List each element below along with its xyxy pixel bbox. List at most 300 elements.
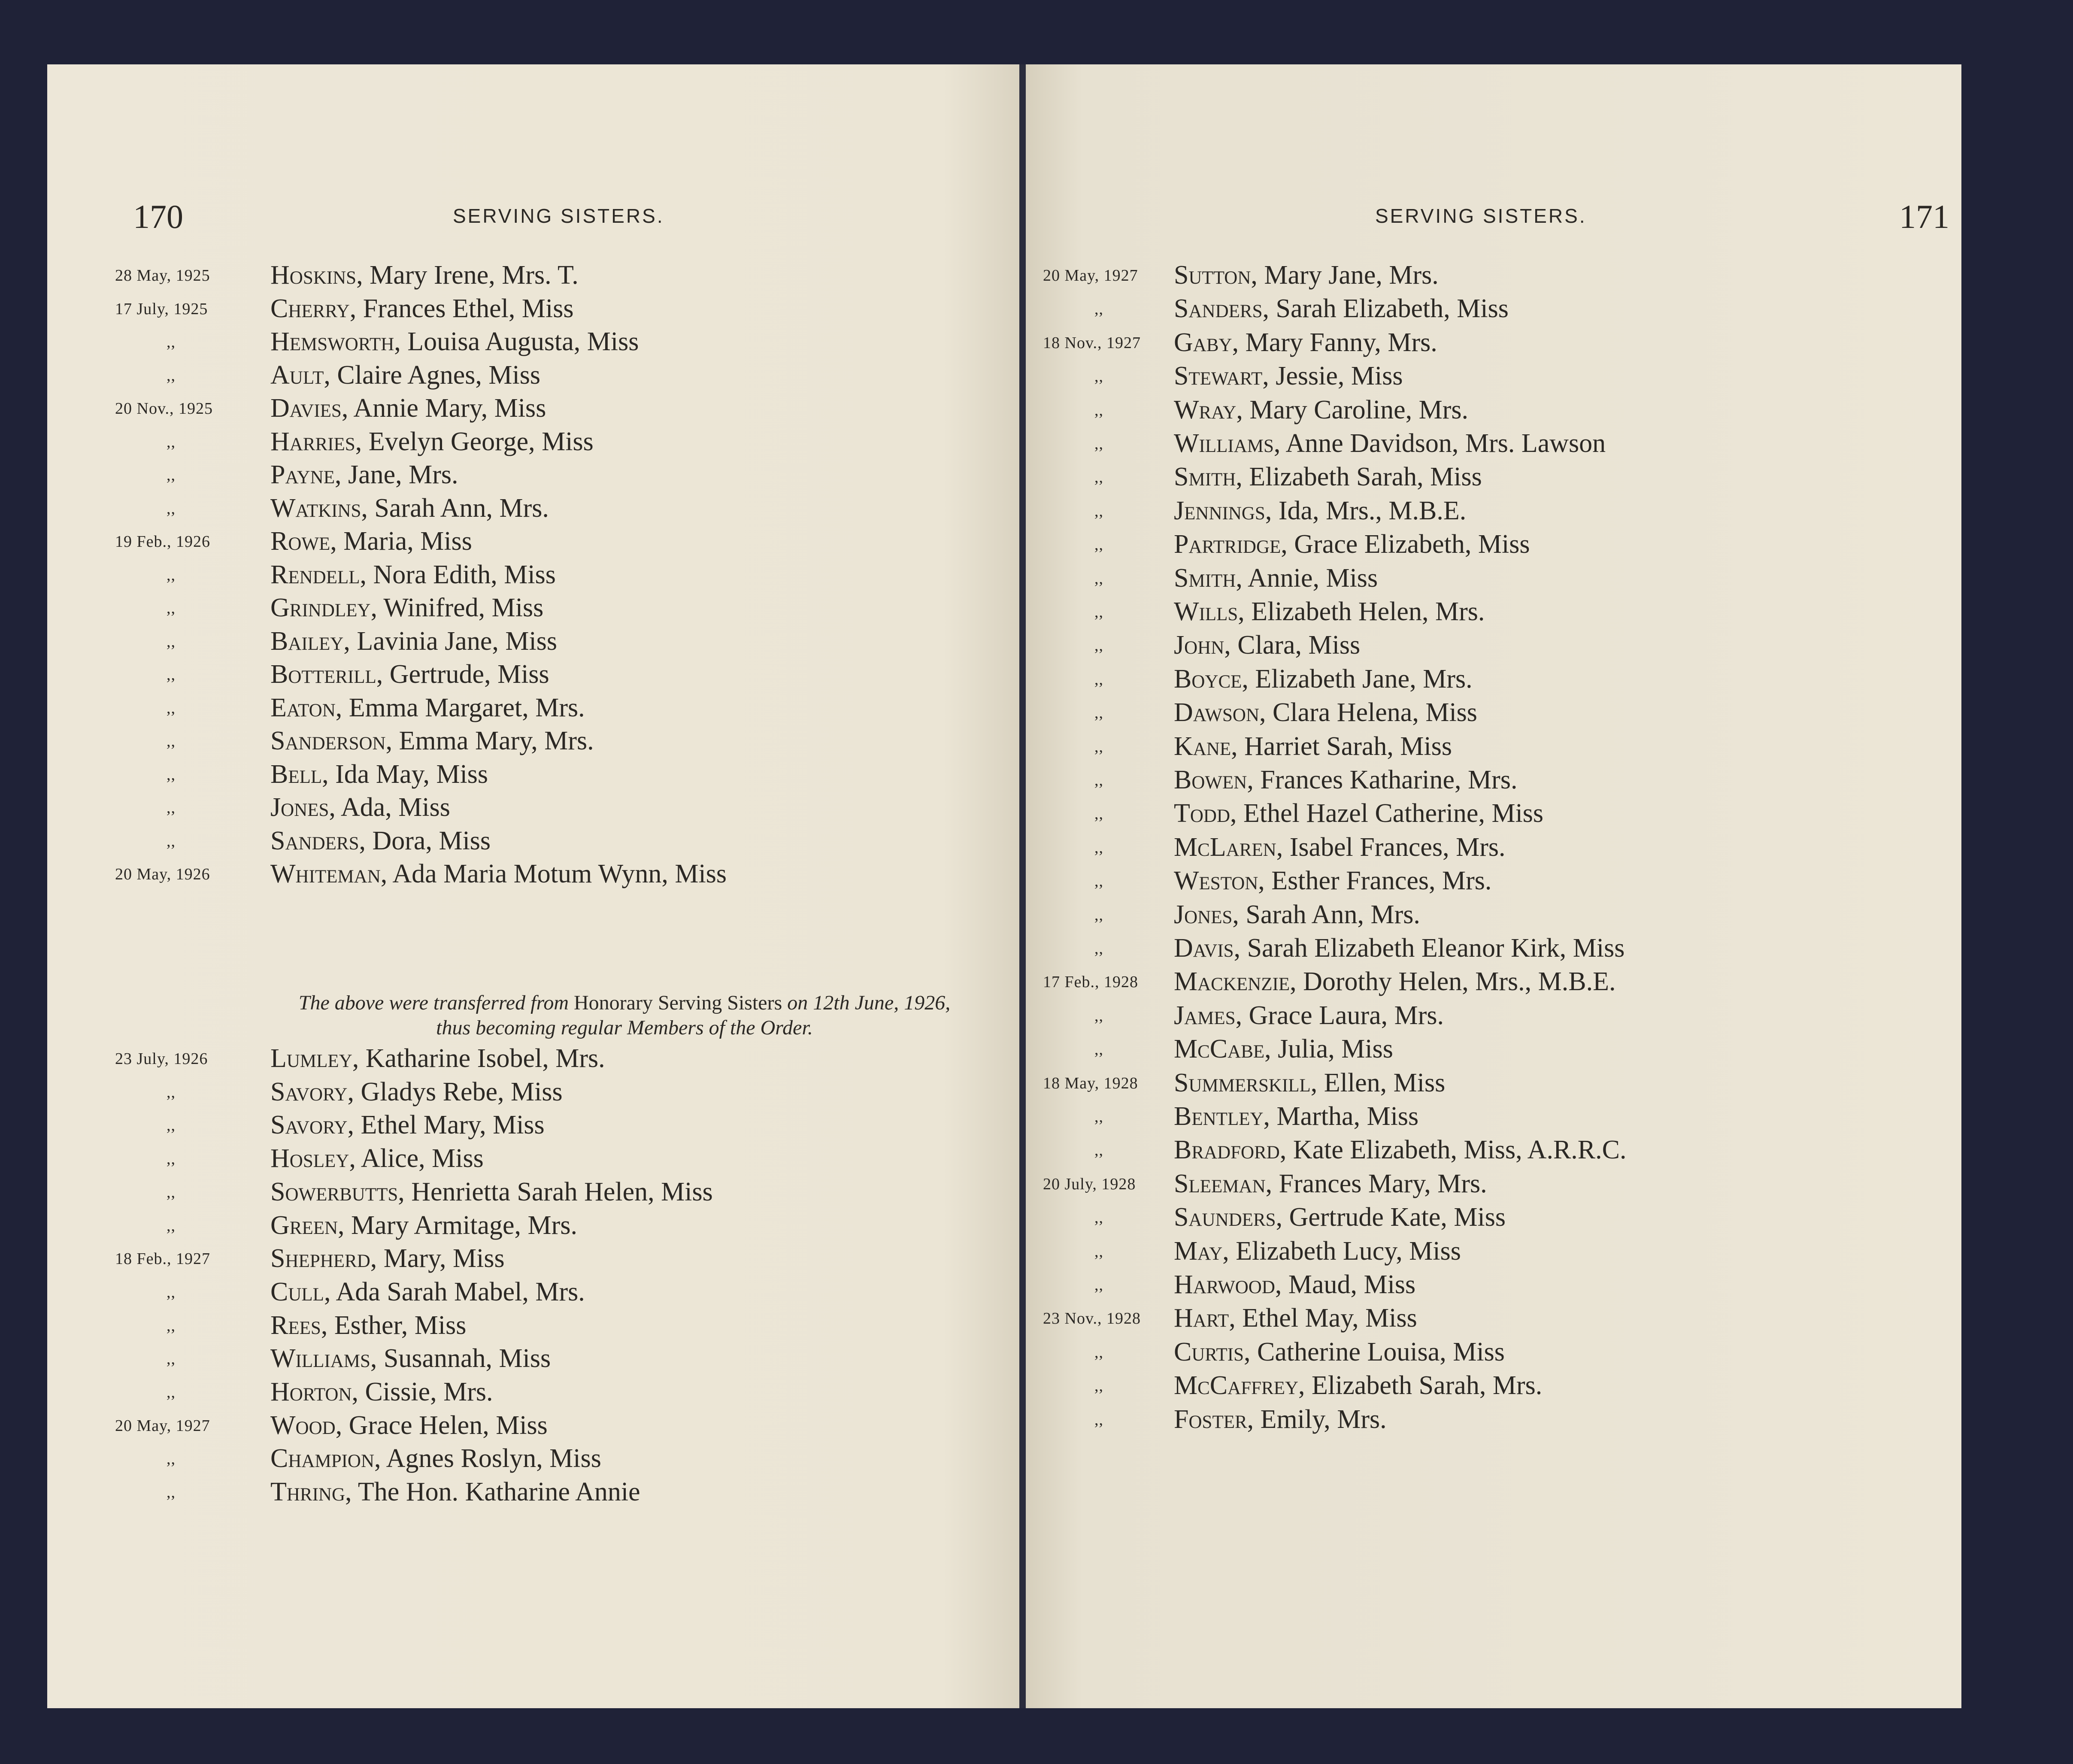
entry-surname: Saunders [1174,1203,1276,1232]
list-item [47,360,1021,394]
list-item [47,1477,1021,1510]
entry-surname: Gaby [1174,327,1232,357]
entry-name [1174,1169,1487,1199]
entry-date: ,, [1094,838,1103,857]
entry-surname: McCaffrey [1174,1371,1299,1400]
list-item [1026,1236,1961,1270]
list-item [47,826,1021,859]
entry-surname: Todd [1174,799,1230,828]
entry-date: ,, [1094,1209,1103,1227]
entry-surname: Watkins [270,493,361,523]
list-item [47,1343,1021,1377]
entry-surname: Stewart [1174,361,1263,391]
entry-date: ,, [1094,502,1103,520]
entry-name [270,526,472,557]
entry-name [270,360,540,391]
list-item [1026,294,1961,327]
entry-surname: Bell [270,759,322,789]
entry-date: ,, [167,1116,176,1135]
entry-date: 18 Nov., 1927 [1043,333,1141,352]
list-item [1026,832,1961,866]
entry-surname: James [1174,1000,1236,1030]
page-number: 171 [1899,198,1949,235]
entry-date: 18 Feb., 1927 [115,1250,210,1268]
entry-name [1174,900,1420,930]
entry-given-names: , Martha, Miss [1263,1102,1419,1131]
list-item [1026,900,1961,933]
entry-surname: Rendell [270,560,360,589]
entry-given-names: , Jessie, Miss [1262,361,1403,391]
entry-name [1174,496,1466,526]
entry-given-names: , Elizabeth Lucy, Miss [1222,1236,1461,1266]
entry-date: ,, [1094,940,1103,958]
list-item [1026,765,1961,798]
note-text: 12th June, 1926, [813,991,951,1014]
entry-given-names: , Ethel Hazel Catherine, Miss [1230,799,1544,828]
entry-given-names: , Dora, Miss [359,826,491,855]
entry-date: ,, [167,1283,176,1301]
entry-surname: Savory [270,1110,348,1140]
entry-surname: Hart [1174,1303,1229,1333]
entry-date: ,, [1094,367,1103,386]
entry-given-names: , Alice, Miss [349,1144,484,1173]
entry-name [1174,1236,1461,1267]
note-text: Honorary Serving Sisters [574,991,782,1014]
list-item [47,726,1021,759]
entry-name [1174,1337,1505,1367]
list-item [47,493,1021,527]
list-item [1026,1034,1961,1067]
right-page [1026,64,1961,1708]
entry-date: ,, [1094,704,1103,722]
list-item [47,1110,1021,1143]
entry-name [270,659,549,690]
entry-surname: Sutton [1174,261,1251,290]
entry-name [270,427,594,457]
entry-surname: Foster [1174,1404,1247,1434]
entry-name [270,1477,640,1507]
list-item [1026,597,1961,630]
entry-given-names: , Claire Agnes, Miss [324,360,541,390]
entry-surname: Payne [270,460,335,489]
entry-name [1174,832,1506,863]
entry-name [1174,428,1606,459]
entry-date: ,, [167,1150,176,1168]
list-item [1026,563,1961,597]
entry-given-names: , Grace Helen, Miss [335,1410,548,1440]
entry-name [270,859,727,889]
entry-name [270,593,543,623]
entry-surname: Jennings [1174,496,1265,525]
left-page [47,64,1021,1708]
entry-name [1174,1068,1445,1098]
entry-surname: Hosley [270,1144,349,1173]
entry-date: ,, [1094,1276,1103,1294]
list-item [47,626,1021,660]
list-item [47,1310,1021,1344]
entry-date: ,, [1094,872,1103,891]
entry-date: 19 Feb., 1926 [115,533,210,551]
entry-name [1174,866,1491,896]
entry-name [1174,1370,1542,1401]
entry-name [1174,395,1468,425]
entry-name [1174,630,1360,661]
entry-given-names: , Agnes Roslyn, Miss [374,1444,601,1473]
entry-date: ,, [167,1383,176,1401]
entry-name [1174,361,1403,391]
entry-surname: Harries [270,427,355,456]
entry-given-names: , Harriet Sarah, Miss [1231,731,1452,761]
entry-given-names: , Grace Laura, Mrs. [1235,1000,1444,1030]
entry-given-names: , Evelyn George, Miss [355,427,594,456]
entry-name [1174,765,1517,795]
list-item [1026,462,1961,495]
entry-given-names: , Clara Helena, Miss [1259,698,1477,727]
entry-given-names: , Isabel Frances, Mrs. [1276,832,1506,862]
running-head: SERVING SISTERS. [1375,205,1587,227]
entry-given-names: , Sarah Elizabeth Eleanor Kirk, Miss [1233,934,1625,963]
list-item [47,693,1021,726]
entry-surname: Lumley [270,1044,352,1073]
entry-given-names: , Frances Ethel, Miss [349,294,574,323]
entry-surname: Cull [270,1277,324,1306]
entry-given-names: , Elizabeth Sarah, Mrs. [1298,1371,1543,1400]
entry-surname: Whiteman [270,859,381,888]
list-item [47,1043,1021,1077]
entry-surname: Bowen [1174,765,1247,794]
list-item [1026,1337,1961,1370]
entry-name [1174,664,1473,694]
entry-date: ,, [167,499,176,518]
entry-given-names: , Ellen, Miss [1310,1068,1446,1097]
entry-name [270,1443,601,1474]
entry-date: ,, [167,1183,176,1201]
entry-surname: Curtis [1174,1337,1244,1367]
entry-name [270,1110,545,1140]
entry-name [270,260,579,291]
entry-date: ,, [1094,906,1103,924]
list-item [1026,664,1961,697]
entry-given-names: , Louisa Augusta, Miss [394,327,639,356]
list-item [1026,933,1961,967]
list-item [1026,630,1961,664]
entry-given-names: , Mary Armitage, Mrs. [338,1210,577,1240]
entry-date: ,, [1094,771,1103,789]
entry-name [270,726,594,756]
entry-given-names: , Anne Davidson, Mrs. Lawson [1273,429,1606,458]
entry-date: ,, [167,1483,176,1502]
entry-name [1174,798,1543,829]
list-item [1026,1202,1961,1236]
entry-surname: Cherry [270,294,350,323]
entry-name [1174,597,1485,627]
entry-given-names: , Elizabeth Helen, Mrs. [1238,597,1485,626]
entry-given-names: , Catherine Louisa, Miss [1244,1337,1505,1367]
entry-surname: Rees [270,1310,321,1340]
entry-given-names: , Elizabeth Jane, Mrs. [1242,664,1473,694]
entry-surname: Kane [1174,731,1231,761]
entry-surname: Boyce [1174,664,1242,694]
list-item [1026,1135,1961,1168]
entry-given-names: , Katharine Isobel, Mrs. [352,1044,605,1073]
entry-surname: Mackenzie [1174,967,1290,997]
entry-date: ,, [1094,435,1103,453]
entry-surname: Bradford [1174,1135,1280,1165]
entry-given-names: , Mary Fanny, Mrs. [1232,327,1437,357]
entry-given-names: , Clara, Miss [1224,630,1361,660]
entry-date: 17 July, 1925 [115,300,208,318]
entry-date: ,, [1094,569,1103,588]
entry-name [270,1343,551,1374]
entry-given-names: , Cissie, Mrs. [352,1377,493,1406]
entry-given-names: , Julia, Miss [1264,1034,1393,1064]
entry-name [1174,327,1437,358]
entry-surname: May [1174,1236,1223,1266]
entry-surname: Wood [270,1410,336,1440]
entry-surname: Williams [1174,429,1274,458]
entry-date: ,, [167,366,176,385]
list-item [47,1443,1021,1477]
entry-name [1174,1000,1444,1031]
entry-surname: Jones [1174,900,1233,929]
entry-given-names: , Ida May, Miss [322,759,488,789]
entry-name [270,1177,713,1207]
entry-surname: Hemsworth [270,327,394,356]
entry-surname: Savory [270,1077,348,1106]
entry-surname: Sanders [270,826,359,855]
entry-surname: Wills [1174,597,1238,626]
entry-surname: Grindley [270,593,371,622]
list-item [1026,260,1961,294]
entry-given-names: , Susannah, Miss [370,1344,551,1373]
entry-given-names: , Mary, Miss [370,1244,505,1273]
entry-given-names: , Ethel Mary, Miss [347,1110,545,1140]
entry-name [270,294,573,324]
list-item [1026,1270,1961,1303]
entry-date: ,, [167,599,176,617]
entry-given-names: , Ethel May, Miss [1229,1303,1417,1333]
entry-date: ,, [167,1450,176,1468]
entry-date: ,, [1094,1343,1103,1361]
entry-date: 20 May, 1927 [1043,267,1138,285]
list-item [47,1243,1021,1277]
entry-name [270,792,450,823]
entry-surname: Smith [1174,563,1236,593]
entry-date: ,, [167,632,176,651]
entry-given-names: , Ada Maria Motum Wynn, Miss [380,859,727,888]
list-item [47,1377,1021,1410]
entry-name [270,1310,466,1341]
list-item [1026,1000,1961,1034]
entry-name [270,693,585,723]
entry-given-names: , Sarah Ann, Mrs. [361,493,549,523]
list-item [1026,428,1961,462]
running-head: SERVING SISTERS. [453,205,664,227]
entry-date: 18 May, 1928 [1043,1074,1138,1092]
entry-name [1174,1404,1387,1435]
list-item [1026,967,1961,1000]
entry-surname: Bentley [1174,1102,1264,1131]
entry-name [270,1043,605,1074]
entry-name [270,560,556,590]
list-item [47,759,1021,793]
entry-given-names: , Mary Jane, Mrs. [1251,261,1439,290]
entry-given-names: , Kate Elizabeth, Miss, A.R.R.C. [1279,1135,1627,1165]
entry-name [270,493,549,524]
list-item [1026,1101,1961,1135]
entry-date: ,, [167,699,176,717]
entry-name [270,327,639,357]
entry-date: 20 Nov., 1925 [115,400,213,418]
entry-given-names: , Esther Frances, Mrs. [1258,866,1492,896]
entry-given-names: , The Hon. Katharine Annie [345,1477,640,1507]
entry-given-names: , Emma Margaret, Mrs. [335,693,585,722]
list-item [47,526,1021,560]
entry-name [270,1210,577,1241]
entry-surname: McLaren [1174,832,1276,862]
entry-surname: Shepherd [270,1244,370,1273]
entry-date: ,, [1094,468,1103,487]
entry-given-names: , Grace Elizabeth, Miss [1281,530,1530,559]
entry-surname: Bailey [270,626,344,656]
page-number: 170 [133,198,183,235]
entry-surname: Green [270,1210,338,1240]
entry-surname: Thring [270,1477,346,1507]
entry-date: ,, [167,566,176,584]
entry-date: ,, [1094,401,1103,419]
entry-surname: Sleeman [1174,1169,1266,1198]
list-item [47,792,1021,826]
entry-given-names: , Mary Caroline, Mrs. [1236,395,1469,424]
list-item [1026,731,1961,765]
entry-surname: Horton [270,1377,352,1406]
entry-given-names: , Emma Mary, Mrs. [385,726,594,755]
entry-date: ,, [167,333,176,351]
entry-given-names: , Sarah Ann, Mrs. [1232,900,1420,929]
entry-surname: Wray [1174,395,1237,424]
entry-date: ,, [1094,737,1103,756]
entry-date: ,, [1094,805,1103,823]
list-item [47,1210,1021,1244]
entry-surname: Botterill [270,660,376,689]
entry-date: ,, [1094,1040,1103,1059]
list-item [47,460,1021,493]
entry-surname: Champion [270,1444,375,1473]
entry-date: 20 May, 1927 [115,1416,210,1435]
list-item [47,1177,1021,1210]
entry-surname: Sanders [1174,294,1263,324]
entry-name [270,1410,548,1441]
entry-date: ,, [1094,603,1103,621]
transfer-note [270,991,979,1040]
entry-surname: Harwood [1174,1270,1275,1299]
entry-name [1174,1303,1417,1334]
entry-surname: Smith [1174,462,1236,492]
entry-date: ,, [167,799,176,817]
entry-given-names: , Nora Edith, Miss [360,560,556,589]
entry-date: ,, [1094,636,1103,655]
entry-date: 23 July, 1926 [115,1050,208,1068]
entry-name [270,460,458,490]
list-item [47,1077,1021,1110]
list-item [1026,496,1961,529]
entry-date: ,, [167,466,176,484]
entry-surname: Sanderson [270,726,386,755]
list-item [1026,1169,1961,1202]
entry-name [1174,260,1439,291]
entry-surname: Davies [270,394,342,423]
entry-given-names: , Annie Mary, Miss [341,394,546,423]
entry-given-names: , Mary Irene, Mrs. T. [356,261,579,290]
entry-given-names: , Maud, Miss [1275,1270,1416,1299]
entry-name [1174,563,1378,594]
entry-surname: Rowe [270,527,330,556]
entry-date: 28 May, 1925 [115,267,210,285]
entry-date: 23 Nov., 1928 [1043,1309,1141,1328]
entry-name [270,626,557,657]
entry-name [1174,294,1509,324]
list-item [47,327,1021,360]
list-item [1026,866,1961,899]
entry-name [1174,967,1616,997]
entry-name [1174,731,1452,762]
list-item [47,393,1021,427]
entry-given-names: , Elizabeth Sarah, Miss [1236,462,1482,492]
list-item [1026,798,1961,832]
entry-given-names: , Henrietta Sarah Helen, Miss [398,1177,713,1206]
entry-date: ,, [167,1350,176,1368]
entry-name [1174,1034,1393,1064]
list-item [47,260,1021,294]
entry-date: ,, [167,832,176,850]
entry-name [1174,529,1530,560]
list-item [1026,1370,1961,1404]
entry-date: ,, [167,765,176,784]
entry-surname: Sowerbutts [270,1177,398,1206]
entry-surname: McCabe [1174,1034,1265,1064]
list-item [1026,1404,1961,1438]
entry-date: ,, [1094,1377,1103,1395]
entry-date: ,, [167,666,176,684]
entry-name [1174,933,1624,964]
entry-date: ,, [1094,1242,1103,1261]
entry-date: 20 July, 1928 [1043,1175,1136,1193]
note-text: The above were transferred from [298,991,574,1014]
entry-given-names: , Gertrude, Miss [376,660,549,689]
entry-date: ,, [1094,1141,1103,1160]
list-item [47,859,1021,892]
entry-name [270,826,491,856]
entry-given-names: , Frances Katharine, Mrs. [1247,765,1518,794]
entry-given-names: , Frances Mary, Mrs. [1265,1169,1487,1198]
entry-surname: Eaton [270,693,336,722]
entry-name [270,1077,563,1107]
entry-name [270,759,488,790]
list-item [47,294,1021,327]
entry-date: ,, [1094,300,1103,318]
list-item [47,1410,1021,1444]
entry-name [1174,1135,1627,1165]
entry-date: ,, [167,1316,176,1335]
entry-surname: Hoskins [270,261,357,290]
entry-given-names: , Winifred, Miss [370,593,544,622]
list-item [1026,697,1961,731]
note-text: on [782,991,813,1014]
entry-given-names: , Lavinia Jane, Miss [343,626,557,656]
list-item [1026,327,1961,361]
entry-date: ,, [1094,670,1103,688]
entry-given-names: , Maria, Miss [330,527,472,556]
